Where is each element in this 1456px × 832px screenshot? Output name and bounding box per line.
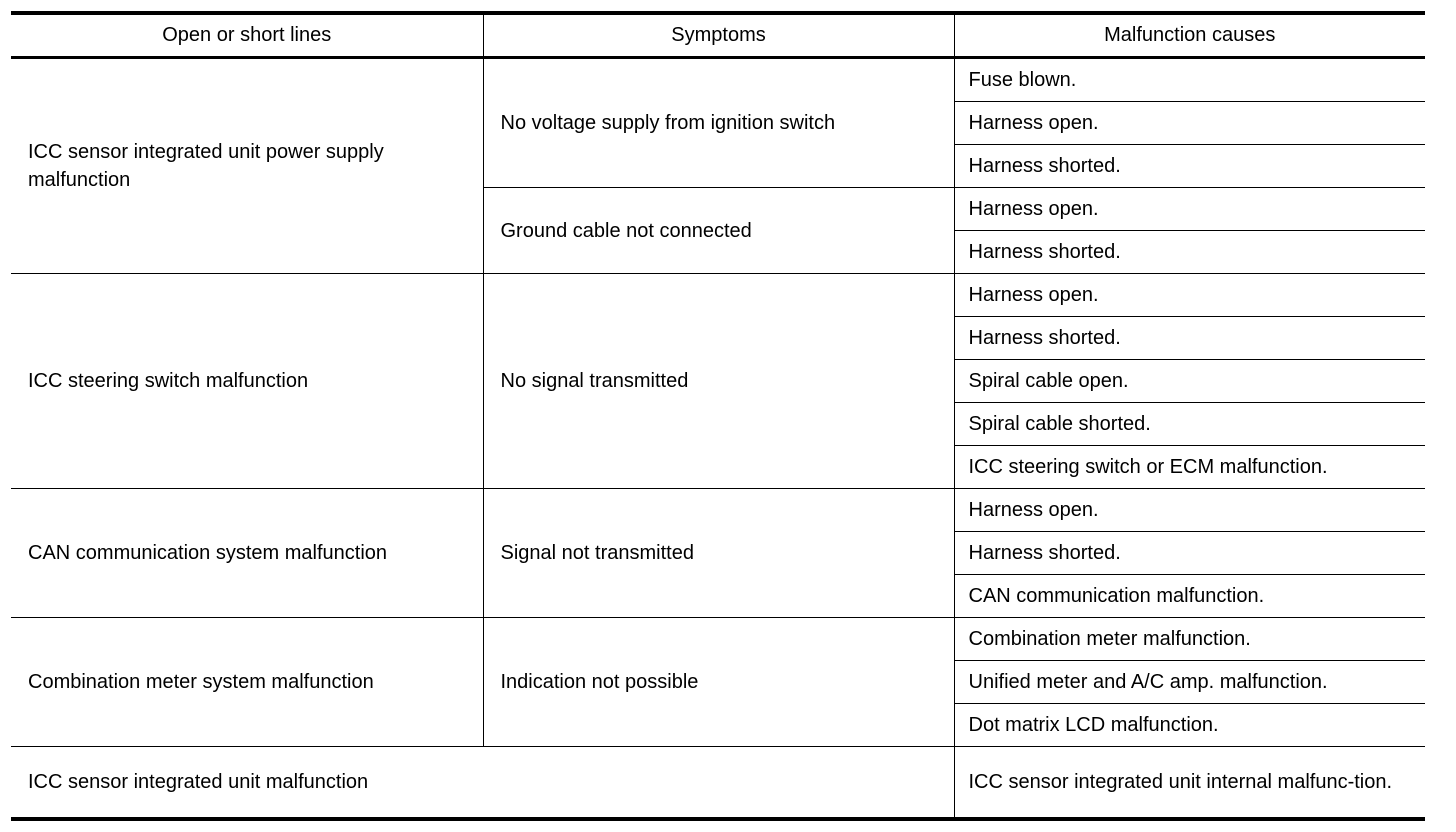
cause-cell: Harness open. xyxy=(954,489,1425,532)
cause-cell: Harness shorted. xyxy=(954,317,1425,360)
line-cell-combination-meter: Combination meter system malfunction xyxy=(11,618,483,747)
cause-cell: Harness open. xyxy=(954,274,1425,317)
table-row xyxy=(11,747,1425,820)
cause-cell: Spiral cable open. xyxy=(954,360,1425,403)
cause-cell: ICC steering switch or ECM malfunction. xyxy=(954,446,1425,489)
symptom-cell-no-signal: No signal transmitted xyxy=(483,274,954,489)
cause-cell: Harness shorted. xyxy=(954,532,1425,575)
table-row xyxy=(11,489,1425,532)
cause-cell: Fuse blown. xyxy=(954,58,1425,102)
line-cell-sensor-unit: ICC sensor integrated unit malfunction xyxy=(11,747,954,820)
symptom-cell-no-voltage: No voltage supply from ignition switch xyxy=(483,58,954,188)
cause-cell: Harness shorted. xyxy=(954,231,1425,274)
line-cell-power-supply: ICC sensor integrated unit power supply malfunction xyxy=(11,58,483,274)
cause-cell: Harness open. xyxy=(954,188,1425,231)
cause-cell: Harness shorted. xyxy=(954,145,1425,188)
cause-cell: Harness open. xyxy=(954,102,1425,145)
line-cell-can-communication: CAN communication system malfunction xyxy=(11,489,483,618)
line-cell-steering-switch: ICC steering switch malfunction xyxy=(11,274,483,489)
cause-cell: Combination meter malfunction. xyxy=(954,618,1425,661)
malfunction-diagnosis-table xyxy=(11,11,1425,821)
header-symptoms: Symptoms xyxy=(483,13,954,58)
cause-cell: CAN communication malfunction. xyxy=(954,575,1425,618)
header-malfunction-causes: Malfunction causes xyxy=(954,13,1425,58)
cause-cell: Dot matrix LCD malfunction. xyxy=(954,704,1425,747)
cause-cell: Unified meter and A/C amp. malfunction. xyxy=(954,661,1425,704)
symptom-cell-indication-not-possible: Indication not possible xyxy=(483,618,954,747)
table-row xyxy=(11,618,1425,661)
symptom-cell-signal-not-transmitted: Signal not transmitted xyxy=(483,489,954,618)
cause-cell: ICC sensor integrated unit internal malfunc-tion. xyxy=(954,747,1425,820)
header-open-or-short-lines: Open or short lines xyxy=(11,13,483,58)
table-header-row xyxy=(11,13,1425,58)
symptom-cell-ground-cable: Ground cable not connected xyxy=(483,188,954,274)
cause-cell: Spiral cable shorted. xyxy=(954,403,1425,446)
table-row xyxy=(11,274,1425,317)
table-row xyxy=(11,58,1425,102)
